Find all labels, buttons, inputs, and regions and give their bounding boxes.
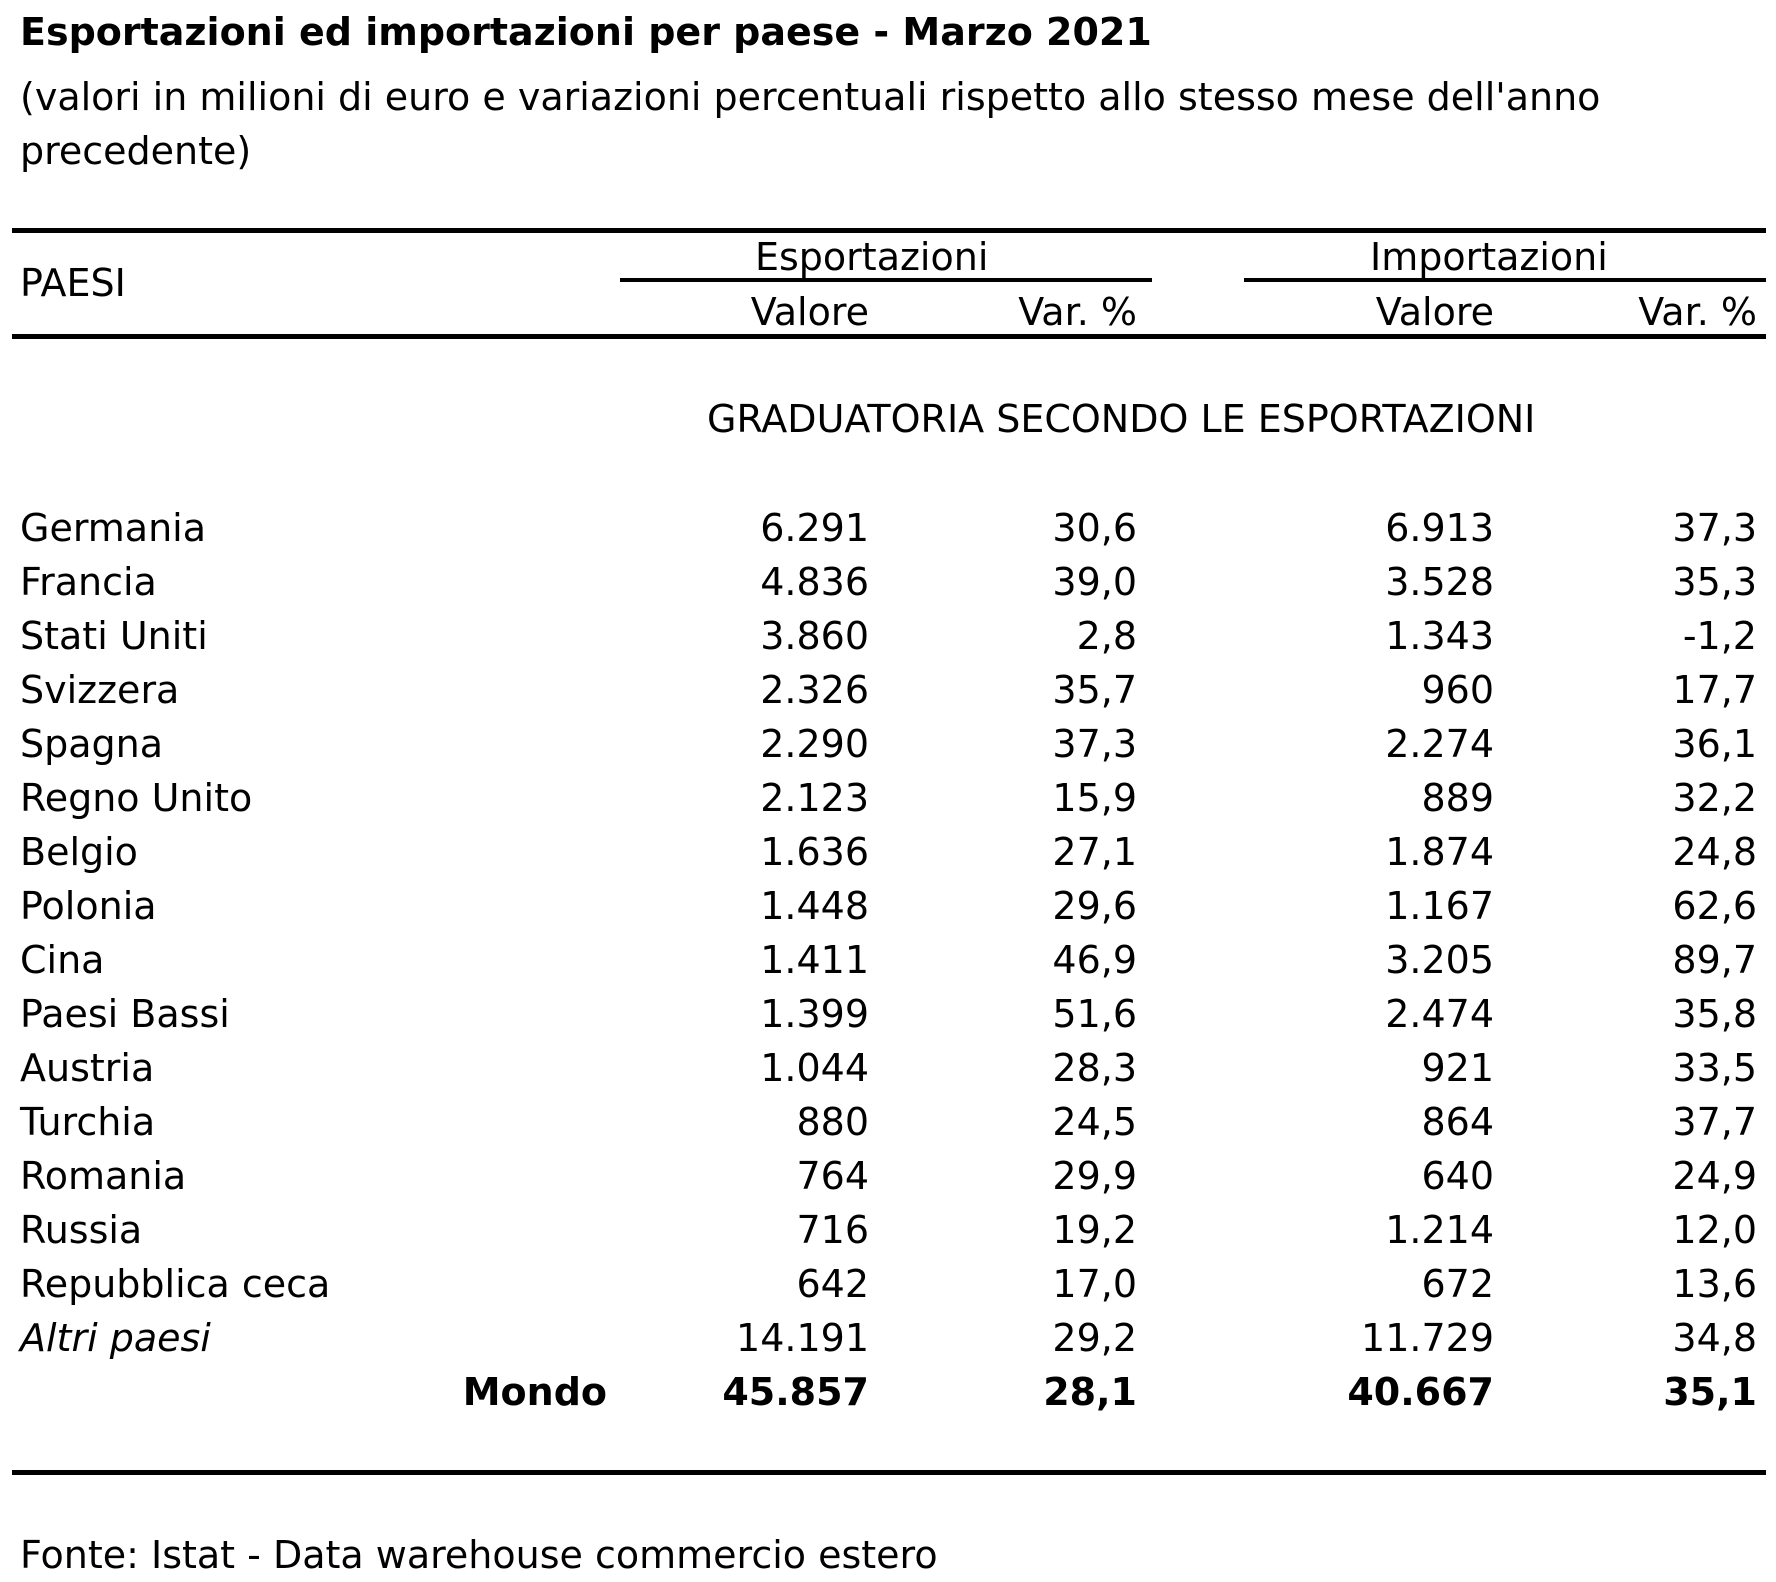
country-name: Stati Uniti: [20, 614, 208, 658]
export-variation: 19,2: [1052, 1208, 1137, 1252]
export-variation: 30,6: [1052, 506, 1137, 550]
export-value: 2.290: [760, 722, 869, 766]
table-row: [0, 663, 1776, 717]
country-name: Belgio: [20, 830, 138, 874]
export-variation: 28,3: [1052, 1046, 1137, 1090]
header-paesi: PAESI: [20, 261, 126, 305]
table-row: [0, 1149, 1776, 1203]
table-row: [0, 1095, 1776, 1149]
header-import-group: Importazioni: [1370, 235, 1608, 279]
import-value: 921: [1421, 1046, 1494, 1090]
country-name: Regno Unito: [20, 776, 253, 820]
import-value: 3.205: [1385, 938, 1494, 982]
country-name: Cina: [20, 938, 105, 982]
import-variation: 37,3: [1672, 506, 1757, 550]
country-name: Paesi Bassi: [20, 992, 230, 1036]
import-value: 2.474: [1385, 992, 1494, 1036]
section-label: GRADUATORIA SECONDO LE ESPORTAZIONI: [707, 397, 1536, 441]
import-variation: 32,2: [1672, 776, 1757, 820]
total-import-variation: 35,1: [1663, 1370, 1757, 1414]
export-variation: 17,0: [1052, 1262, 1137, 1306]
header-export-var: Var. %: [1018, 290, 1137, 334]
export-value: 2.123: [760, 776, 869, 820]
import-value: 2.274: [1385, 722, 1494, 766]
export-value: 1.399: [760, 992, 869, 1036]
import-value: 6.913: [1385, 506, 1494, 550]
header-import-value: Valore: [1375, 290, 1494, 334]
export-value: 1.411: [760, 938, 869, 982]
import-value: 960: [1421, 668, 1494, 712]
table-row: [0, 717, 1776, 771]
country-name: Germania: [20, 506, 207, 550]
import-value: 640: [1421, 1154, 1494, 1198]
total-export-variation: 28,1: [1043, 1370, 1137, 1414]
export-variation: 29,2: [1052, 1316, 1137, 1360]
export-variation: 46,9: [1052, 938, 1137, 982]
table-row: [0, 771, 1776, 825]
import-variation: 37,7: [1672, 1100, 1757, 1144]
country-name: Russia: [20, 1208, 143, 1252]
country-name: Polonia: [20, 884, 157, 928]
export-value: 2.326: [760, 668, 869, 712]
table-row: [0, 987, 1776, 1041]
import-variation: -1,2: [1682, 614, 1757, 658]
header-bottom-rule: [12, 334, 1766, 339]
import-value: 11.729: [1361, 1316, 1494, 1360]
export-value: 4.836: [760, 560, 869, 604]
import-variation: 24,8: [1672, 830, 1757, 874]
table-row: [0, 1257, 1776, 1311]
country-name: Svizzera: [20, 668, 180, 712]
header-import-var: Var. %: [1638, 290, 1757, 334]
country-name: Altri paesi: [20, 1316, 211, 1360]
source-note: Fonte: Istat - Data warehouse commercio estero: [20, 1533, 938, 1577]
country-name: Francia: [20, 560, 157, 604]
import-variation: 17,7: [1672, 668, 1757, 712]
export-value: 3.860: [760, 614, 869, 658]
country-name: Austria: [20, 1046, 155, 1090]
table-row: [0, 1041, 1776, 1095]
import-value: 889: [1421, 776, 1494, 820]
import-variation: 34,8: [1672, 1316, 1757, 1360]
export-variation: 27,1: [1052, 830, 1137, 874]
bottom-rule: [12, 1470, 1766, 1475]
export-variation: 24,5: [1052, 1100, 1137, 1144]
country-name: Turchia: [20, 1100, 156, 1144]
country-name: Repubblica ceca: [20, 1262, 331, 1306]
export-value: 14.191: [736, 1316, 869, 1360]
import-value: 3.528: [1385, 560, 1494, 604]
table-row: [0, 501, 1776, 555]
export-value: 764: [796, 1154, 869, 1198]
export-variation: 39,0: [1052, 560, 1137, 604]
import-variation: 24,9: [1672, 1154, 1757, 1198]
header-export-value: Valore: [750, 290, 869, 334]
table-row: [0, 609, 1776, 663]
total-import-value: 40.667: [1347, 1370, 1494, 1414]
header-export-group: Esportazioni: [755, 235, 989, 279]
table-row: [0, 825, 1776, 879]
import-value: 1.874: [1385, 830, 1494, 874]
export-value: 1.448: [760, 884, 869, 928]
import-value: 1.343: [1385, 614, 1494, 658]
export-value: 1.044: [760, 1046, 869, 1090]
export-value: 642: [796, 1262, 869, 1306]
table-row: [0, 879, 1776, 933]
import-value: 864: [1421, 1100, 1494, 1144]
import-variation: 13,6: [1672, 1262, 1757, 1306]
table-title: Esportazioni ed importazioni per paese - Marzo 2021: [20, 10, 1152, 54]
table-subtitle: (valori in milioni di euro e variazioni percentuali rispetto allo stesso mese dell'anno precedente): [20, 75, 1601, 173]
export-variation: 35,7: [1052, 668, 1137, 712]
import-value: 672: [1421, 1262, 1494, 1306]
total-label: Mondo: [462, 1370, 607, 1414]
export-variation: 29,9: [1052, 1154, 1137, 1198]
country-name: Romania: [20, 1154, 187, 1198]
table-row: [0, 1203, 1776, 1257]
export-variation: 29,6: [1052, 884, 1137, 928]
import-value: 1.167: [1385, 884, 1494, 928]
country-name: Spagna: [20, 722, 164, 766]
import-value: 1.214: [1385, 1208, 1494, 1252]
export-value: 716: [796, 1208, 869, 1252]
export-value: 1.636: [760, 830, 869, 874]
total-row: [0, 1365, 1776, 1419]
import-variation: 33,5: [1672, 1046, 1757, 1090]
import-variation: 62,6: [1672, 884, 1757, 928]
export-value: 6.291: [760, 506, 869, 550]
import-variation: 12,0: [1672, 1208, 1757, 1252]
import-variation: 35,8: [1672, 992, 1757, 1036]
import-variation: 36,1: [1672, 722, 1757, 766]
export-variation: 2,8: [1076, 614, 1137, 658]
export-variation: 37,3: [1052, 722, 1137, 766]
import-variation: 89,7: [1672, 938, 1757, 982]
table-row: [0, 933, 1776, 987]
import-variation: 35,3: [1672, 560, 1757, 604]
export-variation: 51,6: [1052, 992, 1137, 1036]
total-export-value: 45.857: [722, 1370, 869, 1414]
export-value: 880: [796, 1100, 869, 1144]
table-row-other-countries: [0, 1311, 1776, 1365]
table-row: [0, 555, 1776, 609]
export-variation: 15,9: [1052, 776, 1137, 820]
